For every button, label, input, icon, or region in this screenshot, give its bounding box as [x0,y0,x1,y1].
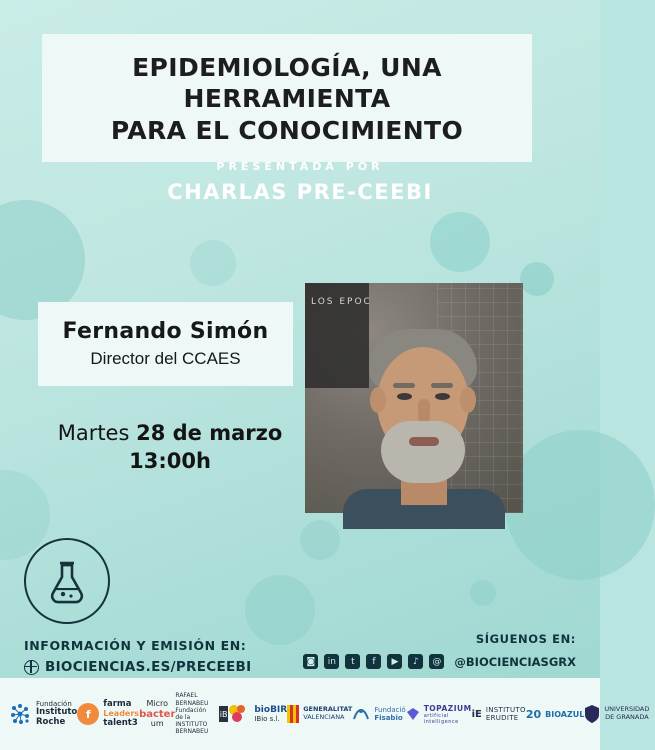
sponsor-line-1: TOPAZIUM [423,703,472,713]
youtube-icon[interactable]: ▶ [387,654,402,669]
sponsor-line-3: INSTITUTO BERNABEU [175,721,209,736]
sponsor-line-3: talent3 [103,717,138,728]
decorative-circle [300,520,340,560]
sponsor-fundacio-fisabio [352,705,405,723]
bioazul-icon: 20 [525,707,542,721]
sponsor-line-1: farma [103,698,132,709]
twitter-icon[interactable]: t [345,654,360,669]
facebook-icon[interactable]: f [366,654,381,669]
event-datetime [55,420,285,475]
sponsor-instituto-erudite [472,706,526,722]
info-url-row[interactable] [24,659,251,675]
eye-left [397,393,412,400]
eyebrow-left [393,383,415,388]
sponsor-line-2: IBio s.l. [254,715,280,724]
presented-by-label: PRESENTADA POR [216,160,384,173]
social-heading: SÍGUENOS EN: [475,632,576,646]
photo-panel-text: LOS EPOC [311,297,372,307]
sponsor-generalitat-valenciana [287,705,352,723]
sponsor-topazium [406,704,472,725]
info-heading: INFORMACIÓN Y EMISIÓN EN: [24,638,247,653]
decorative-circle [430,212,490,272]
social-row [303,654,576,669]
ear-left [370,387,386,413]
sponsor-line-2: Fisabio [374,714,403,722]
date-strong: 28 de marzo [136,421,283,445]
biobir-icon [228,704,250,724]
presented-by-block [0,160,600,204]
sponsor-line-2: artificial intelligence [423,712,459,725]
sponsor-line-2: VALENCIANA [303,713,345,721]
sponsor-microbacterium [139,700,175,729]
erudite-icon: iE [471,708,482,720]
sponsor-line-2: Leaders [103,709,140,719]
beard [381,421,465,483]
speaker-card [38,302,293,386]
decorative-circle [190,240,236,286]
title-block [42,34,532,162]
sponsor-farma-leaders-talent [77,700,139,729]
sponsor-instituto-bernabeu [175,692,228,735]
instagram-icon[interactable]: ◙ [303,654,318,669]
sponsor-instituto-roche [8,700,77,728]
sponsor-line-1: Micro [146,698,168,708]
globe-icon [24,660,39,675]
sponsor-line-1: RAFAEL BERNABEU [175,692,209,707]
sponsor-line-2: bacter [139,708,176,720]
title-line-2: PARA EL CONOCIMIENTO [110,115,464,145]
sponsor-line-1: bioBIR [254,704,288,715]
info-url[interactable]: BIOCIENCIAS.ES/PRECEEBI [45,659,252,675]
flask-icon [41,556,93,608]
sponsor-line-2: Instituto Roche [36,707,78,728]
linkedin-icon[interactable]: in [324,654,339,669]
decorative-circle [470,580,496,606]
gv-icon [287,705,299,723]
sponsor-line-2: Fundación de la [175,706,207,721]
sponsor-line-1: Fundación [36,700,72,709]
flt-circle-icon: f [77,703,99,725]
decorative-circle [520,262,554,296]
sponsor-universidad-de-granada [584,704,649,724]
sponsor-line-3: um [150,718,164,728]
topazium-icon [406,707,420,721]
tiktok-icon[interactable]: ♪ [408,654,423,669]
eyebrow-right [431,383,453,388]
speaker-face [357,329,489,513]
decorative-circle [505,430,655,580]
ib-icon: iB [219,706,228,722]
sponsor-line-1: Fundació [374,705,406,714]
date-prefix: Martes [57,421,137,445]
eye-right [435,393,450,400]
sponsor-line-2: INSTITUTO ERUDITE [485,706,526,722]
info-block [24,638,251,675]
ceebi-logo [24,538,110,624]
molecule-icon [8,702,32,726]
mouth [409,437,439,446]
sponsor-line-1: GENERALITAT [303,705,353,714]
ear-right [460,387,476,413]
presented-by-value: CHARLAS PRE-CEEBI [167,180,433,204]
event-time: 13:00h [129,449,211,474]
speaker-role: Director del CCAES [90,349,241,368]
sponsor-bar [0,678,650,750]
sponsor-line-2: BIOAZUL [545,709,585,719]
social-handle[interactable]: @BIOCIENCIASGRX [454,654,576,669]
sponsor-bioazul [526,708,585,721]
ugr-shield-icon [584,704,600,724]
micro-icon [139,700,175,729]
social-block [303,632,576,669]
sponsor-line-2: DE GRANADA [605,713,649,721]
sponsor-line-1: UNIVERSIDAD [604,705,650,714]
speaker-photo [305,283,523,513]
mail-icon[interactable]: @ [429,654,444,669]
nose [418,399,430,423]
fisabio-icon [352,705,370,723]
sponsor-biobir [228,704,287,724]
title-line-1: EPIDEMIOLOGÍA, UNA HERRAMIENTA [132,53,442,114]
speaker-name: Fernando Simón [62,319,269,344]
